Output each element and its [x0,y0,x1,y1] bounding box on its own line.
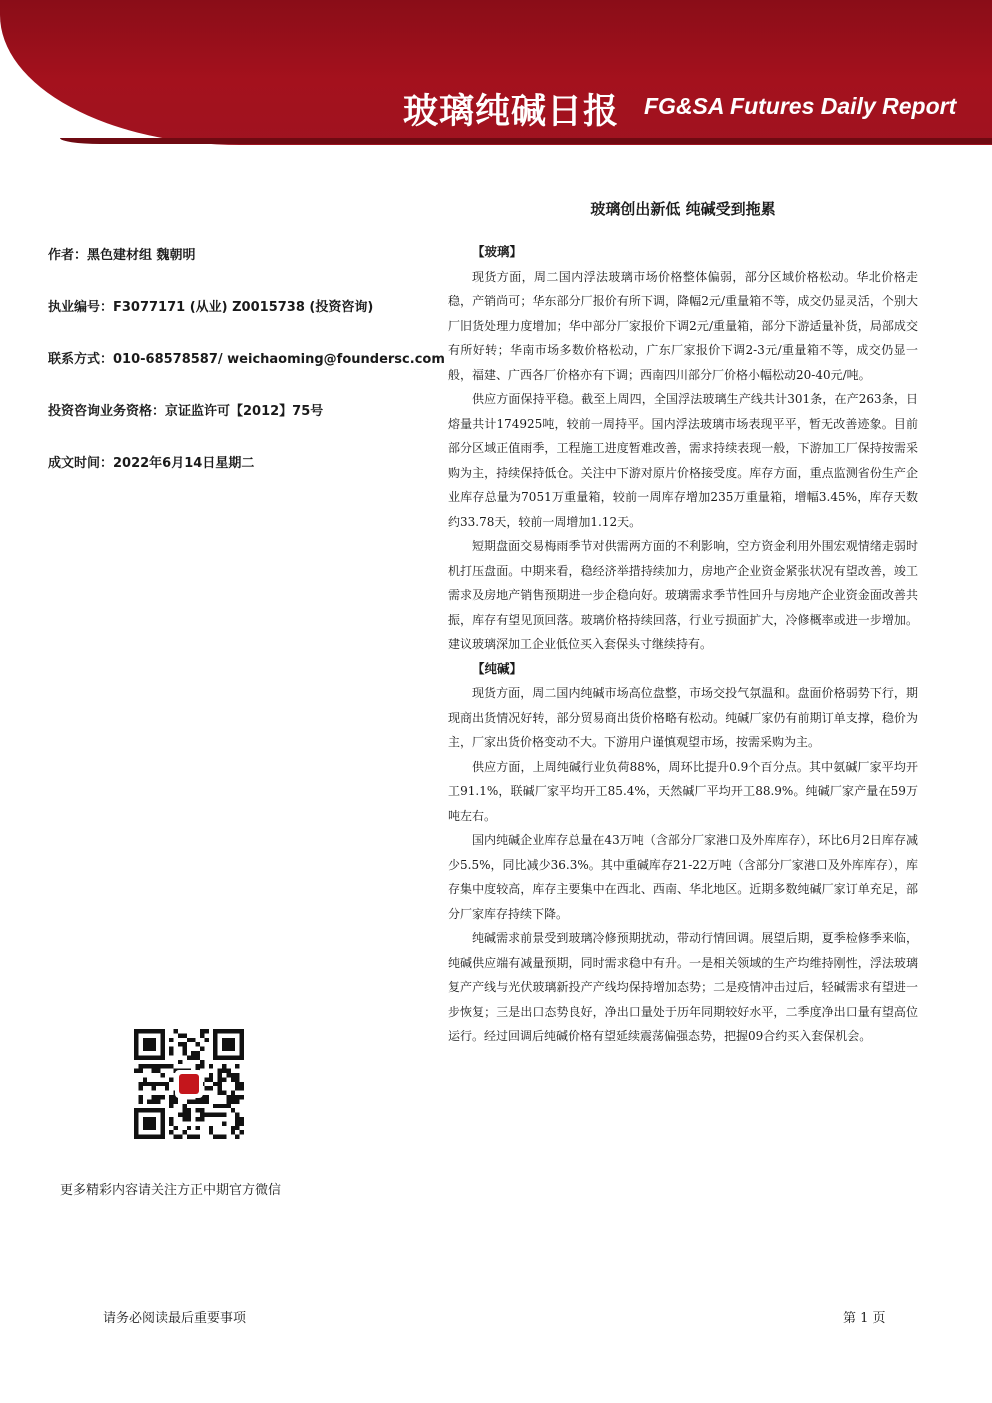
section-heading-glass: 【玻璃】 [472,244,523,259]
footer-notice: 请务必阅读最后重要事项 [103,1311,247,1326]
qr-caption: 更多精彩内容请关注方正中期官方微信 [60,1183,282,1198]
soda-paragraph: 国内纯碱企业库存总量在43万吨（含部分厂家港口及外库库存），环比6月2日库存减少5.5%，同比减少36.3%。其中重碱库存21-22万吨（含部分厂家港口及外库库存），库存集中度较高，库存主要集中在西北、西南、华北地区。近期多数纯碱厂家订单充足，部分厂家库存持续下降。 [448,833,918,921]
date-line: 成文时间：2022年6月14日星期二 [48,456,255,471]
article-body [448,240,918,1049]
header-rule [60,138,992,144]
soda-paragraph: 供应方面，上周纯碱行业负荷88%，周环比提升0.9个百分点。其中氨碱厂家平均开工91.1%，联碱厂家平均开工85.4%，天然碱厂平均开工88.9%。纯碱厂家产量在59万吨左右。 [448,759,918,823]
page-number: 第 1 页 [843,1311,886,1326]
author-line: 作者：黑色建材组 魏朝明 [48,248,196,263]
qr-logo-icon [175,1070,203,1098]
license-line: 执业编号：F3077171 (从业) Z0015738 (投资咨询) [48,300,374,315]
report-title-cn: 玻璃纯碱日报 [403,92,620,132]
glass-paragraph: 短期盘面交易梅雨季节对供需两方面的不利影响，空方资金利用外围宏观情绪走弱时机打压盘面。中期来看，稳经济举措持续加力，房地产企业资金紧张状况有望改善，竣工需求及房地产销售预期进一步企稳向好。玻璃需求季节性回升与房地产企业资金面改善共振，库存有望见顶回落。玻璃价格持续回落，行业亏损面扩大，冷修概率或进一步增加。建议玻璃深加工企业低位买入套保头寸继续持有。 [448,539,918,651]
glass-paragraph: 供应方面保持平稳。截至上周四，全国浮法玻璃生产线共计301条，在产263条，日熔量共计174925吨，较前一周持平。国内浮法玻璃市场表现平平，暂无改善迹象。目前部分区域正值雨季，工程施工进度暂难改善，需求持续表现一般，下游加工厂保持按需采购为主，持续保持低仓。关注中下游对原片价格接受度。库存方面，重点监测省份生产企业库存总量为7051万重量箱，较前一周库存增加235万重量箱，增幅3.45%，库存天数约33.78天，较前一周增加1.12天。 [448,392,918,529]
soda-paragraph: 纯碱需求前景受到玻璃冷修预期扰动，带动行情回调。展望后期，夏季检修季来临，纯碱供应端有减量预期，同时需求稳中有升。一是相关领域的生产均维持刚性，浮法玻璃复产产线与光伏玻璃新投产产线均保持增加态势；二是疫情冲击过后，轻碱需求有望进一步恢复；三是出口态势良好，净出口量处于历年同期较好水平，二季度净出口量有望高位运行。经过回调后纯碱价格有望延续震荡偏强态势，把握09合约买入套保机会。 [448,931,918,1043]
soda-paragraph: 现货方面，周二国内纯碱市场高位盘整，市场交投气氛温和。盘面价格弱势下行，期现商出货情况好转，部分贸易商出货价格略有松动。纯碱厂家仍有前期订单支撑，稳价为主，厂家出货价格变动不大。下游用户谨慎观望市场，按需采购为主。 [448,686,918,749]
glass-paragraph: 现货方面，周二国内浮法玻璃市场价格整体偏弱，部分区域价格松动。华北价格走稳，产销尚可；华东部分厂报价有所下调，降幅2元/重量箱不等，成交仍显灵活，个别大厂旧货处理力度增加；华中部分厂家报价下调2元/重量箱，部分下游适量补货，局部成交有所好转；华南市场多数价格松动，广东厂家报价下调2-3元/重量箱不等，成交仍显一般，福建、广西各厂价格亦有下调；西南四川部分厂价格小幅松动20-40元/吨。 [448,269,918,382]
contact-line: 联系方式：010-68578587/ weichaoming@foundersc.com [48,352,445,367]
qualification-line: 投资咨询业务资格：京证监许可【2012】75号 [48,404,324,419]
report-title-en: FG&SA Futures Daily Report [644,93,957,119]
wechat-qr-code [134,1029,244,1139]
section-heading-soda: 【纯碱】 [472,660,523,676]
article-headline: 玻璃创出新低 纯碱受到拖累 [590,200,776,218]
